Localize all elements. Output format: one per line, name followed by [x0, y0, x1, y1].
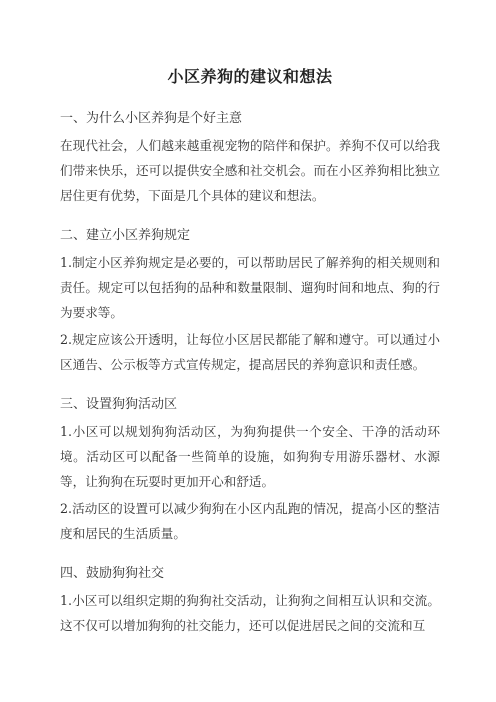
section-heading: 三、设置狗狗活动区: [60, 397, 178, 412]
section-heading: 一、为什么小区养狗是个好主意: [60, 111, 243, 126]
section-4: [60, 564, 440, 638]
document-title: 小区养狗的建议和想法: [167, 67, 333, 86]
section-paragraph: 1.制定小区养狗规定是必要的，可以帮助居民了解养狗的相关规则和责任。规定可以包括狗的品种和数量限制、遛狗时间和地点、狗的行为要求等。: [60, 255, 440, 320]
section-paragraph: 2.规定应该公开透明，让每位小区居民都能了解和遵守。可以通过小区通告、公示板等方式宣传规定，提高居民的养狗意识和责任感。: [60, 332, 440, 372]
section-2: [60, 226, 440, 377]
section-paragraph: 1.小区可以规划狗狗活动区，为狗狗提供一个安全、干净的活动环境。活动区可以配备一些简单的设施，如狗狗专用游乐器材、水源等，让狗狗在玩耍时更加开心和舒适。: [60, 424, 440, 489]
section-1: [60, 109, 440, 208]
section-paragraph: 2.活动区的设置可以减少狗狗在小区内乱跑的情况，提高小区的整洁度和居民的生活质量。: [60, 501, 440, 541]
section-heading: 四、鼓励狗狗社交: [60, 566, 165, 581]
section-paragraph: 在现代社会，人们越来越重视宠物的陪伴和保护。养狗不仅可以给我们带来快乐，还可以提供安全感和社交机会。而在小区养狗相比独立居住更有优势，下面是几个具体的建议和想法。: [60, 138, 440, 203]
section-3: [60, 395, 440, 546]
section-heading: 二、建立小区养狗规定: [60, 228, 191, 243]
section-paragraph: 1.小区可以组织定期的狗狗社交活动，让狗狗之间相互认识和交流。这不仅可以增加狗狗的社交能力，还可以促进居民之间的交流和互: [60, 593, 440, 633]
